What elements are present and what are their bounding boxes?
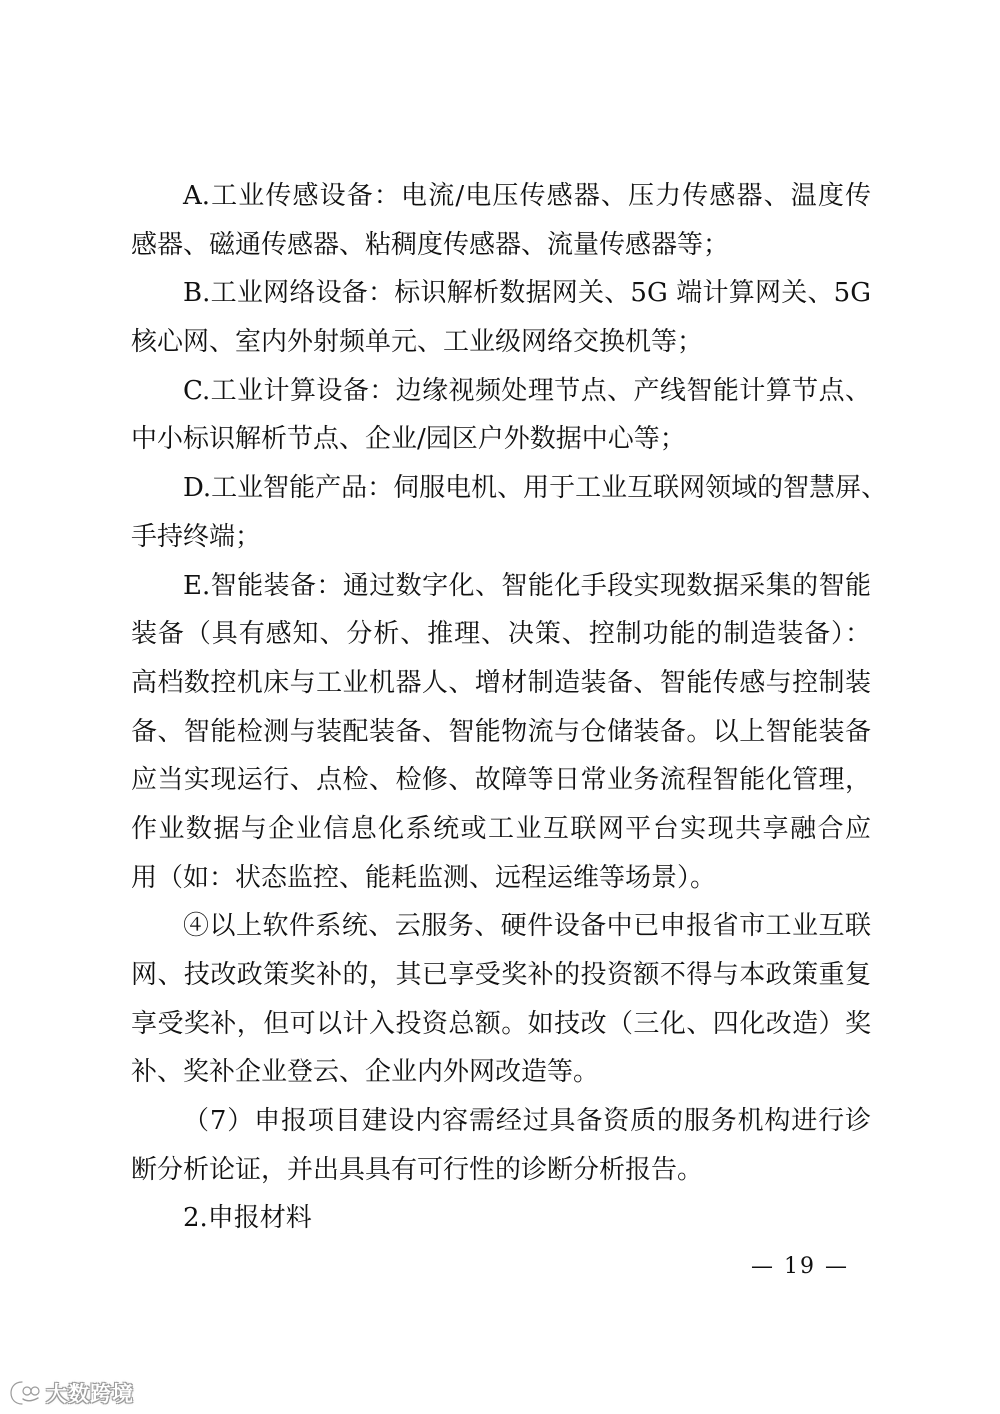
text-line: 网、技改政策奖补的，其已享受奖补的投资额不得与本政策重复 [131, 960, 871, 990]
text-line: （7）申报项目建设内容需经过具备资质的服务机构进行诊 [183, 1106, 871, 1137]
text-line: 用（如：状态监控、能耗监测、远程运维等场景）。 [131, 862, 717, 893]
text-line: 感器、磁通传感器、粘稠度传感器、流量传感器等； [131, 229, 730, 260]
text-line: 手持终端； [131, 521, 262, 552]
page-number: — 19 — [751, 1254, 849, 1279]
paragraph-subsidy-note [131, 902, 871, 1097]
paragraph-industrial-sensors [131, 172, 871, 269]
text-line: A.工业传感设备：电流/电压传感器、压力传感器、温度传 [183, 181, 871, 211]
paragraph-industrial-computing [131, 367, 871, 464]
watermark [8, 1376, 134, 1410]
text-line: 备、智能检测与装配装备、智能物流与仓储装备。以上智能装备 [131, 716, 871, 747]
text-line: 断分析论证，并出具具有可行性的诊断分析报告。 [131, 1154, 704, 1185]
text-line: 核心网、室内外射频单元、工业级网络交换机等； [131, 327, 704, 358]
watermark-text: 大数跨境 [46, 1382, 134, 1406]
text-line: E.智能装备：通过数字化、智能化手段实现数据采集的智能 [183, 570, 871, 601]
paragraph-diagnosis-requirement [131, 1097, 871, 1194]
section-heading-application-materials [131, 1194, 871, 1243]
text-line: ④以上软件系统、云服务、硬件设备中已申报省市工业互联 [183, 911, 871, 942]
text-line: 2.申报材料 [183, 1203, 312, 1234]
paragraph-industrial-network [131, 269, 871, 366]
text-line: 补、奖补企业登云、企业内外网改造等。 [131, 1057, 600, 1088]
text-line: 高档数控机床与工业机器人、增材制造装备、智能传感与控制装 [131, 667, 871, 698]
text-line: 作业数据与企业信息化系统或工业互联网平台实现共享融合应 [131, 813, 871, 844]
document-body [131, 172, 888, 1243]
text-line: 享受奖补，但可以计入投资总额。如技改（三化、四化改造）奖 [131, 1008, 871, 1039]
text-line: C.工业计算设备：边缘视频处理节点、产线智能计算节点、 [183, 375, 871, 406]
text-line: 应当实现运行、点检、检修、故障等日常业务流程智能化管理， [131, 765, 871, 796]
text-line: 装备（具有感知、分析、推理、决策、控制功能的制造装备）： [131, 619, 871, 650]
paragraph-smart-equipment [131, 562, 871, 903]
paragraph-smart-products [131, 464, 888, 561]
text-line: D.工业智能产品：伺服电机、用于工业互联网领域的智慧屏、 [183, 473, 888, 504]
text-line: B.工业网络设备：标识解析数据网关、5G 端计算网关、5G [183, 278, 871, 309]
text-line: 中小标识解析节点、企业/园区户外数据中心等； [131, 424, 686, 455]
watermark-logo-icon [8, 1378, 42, 1408]
